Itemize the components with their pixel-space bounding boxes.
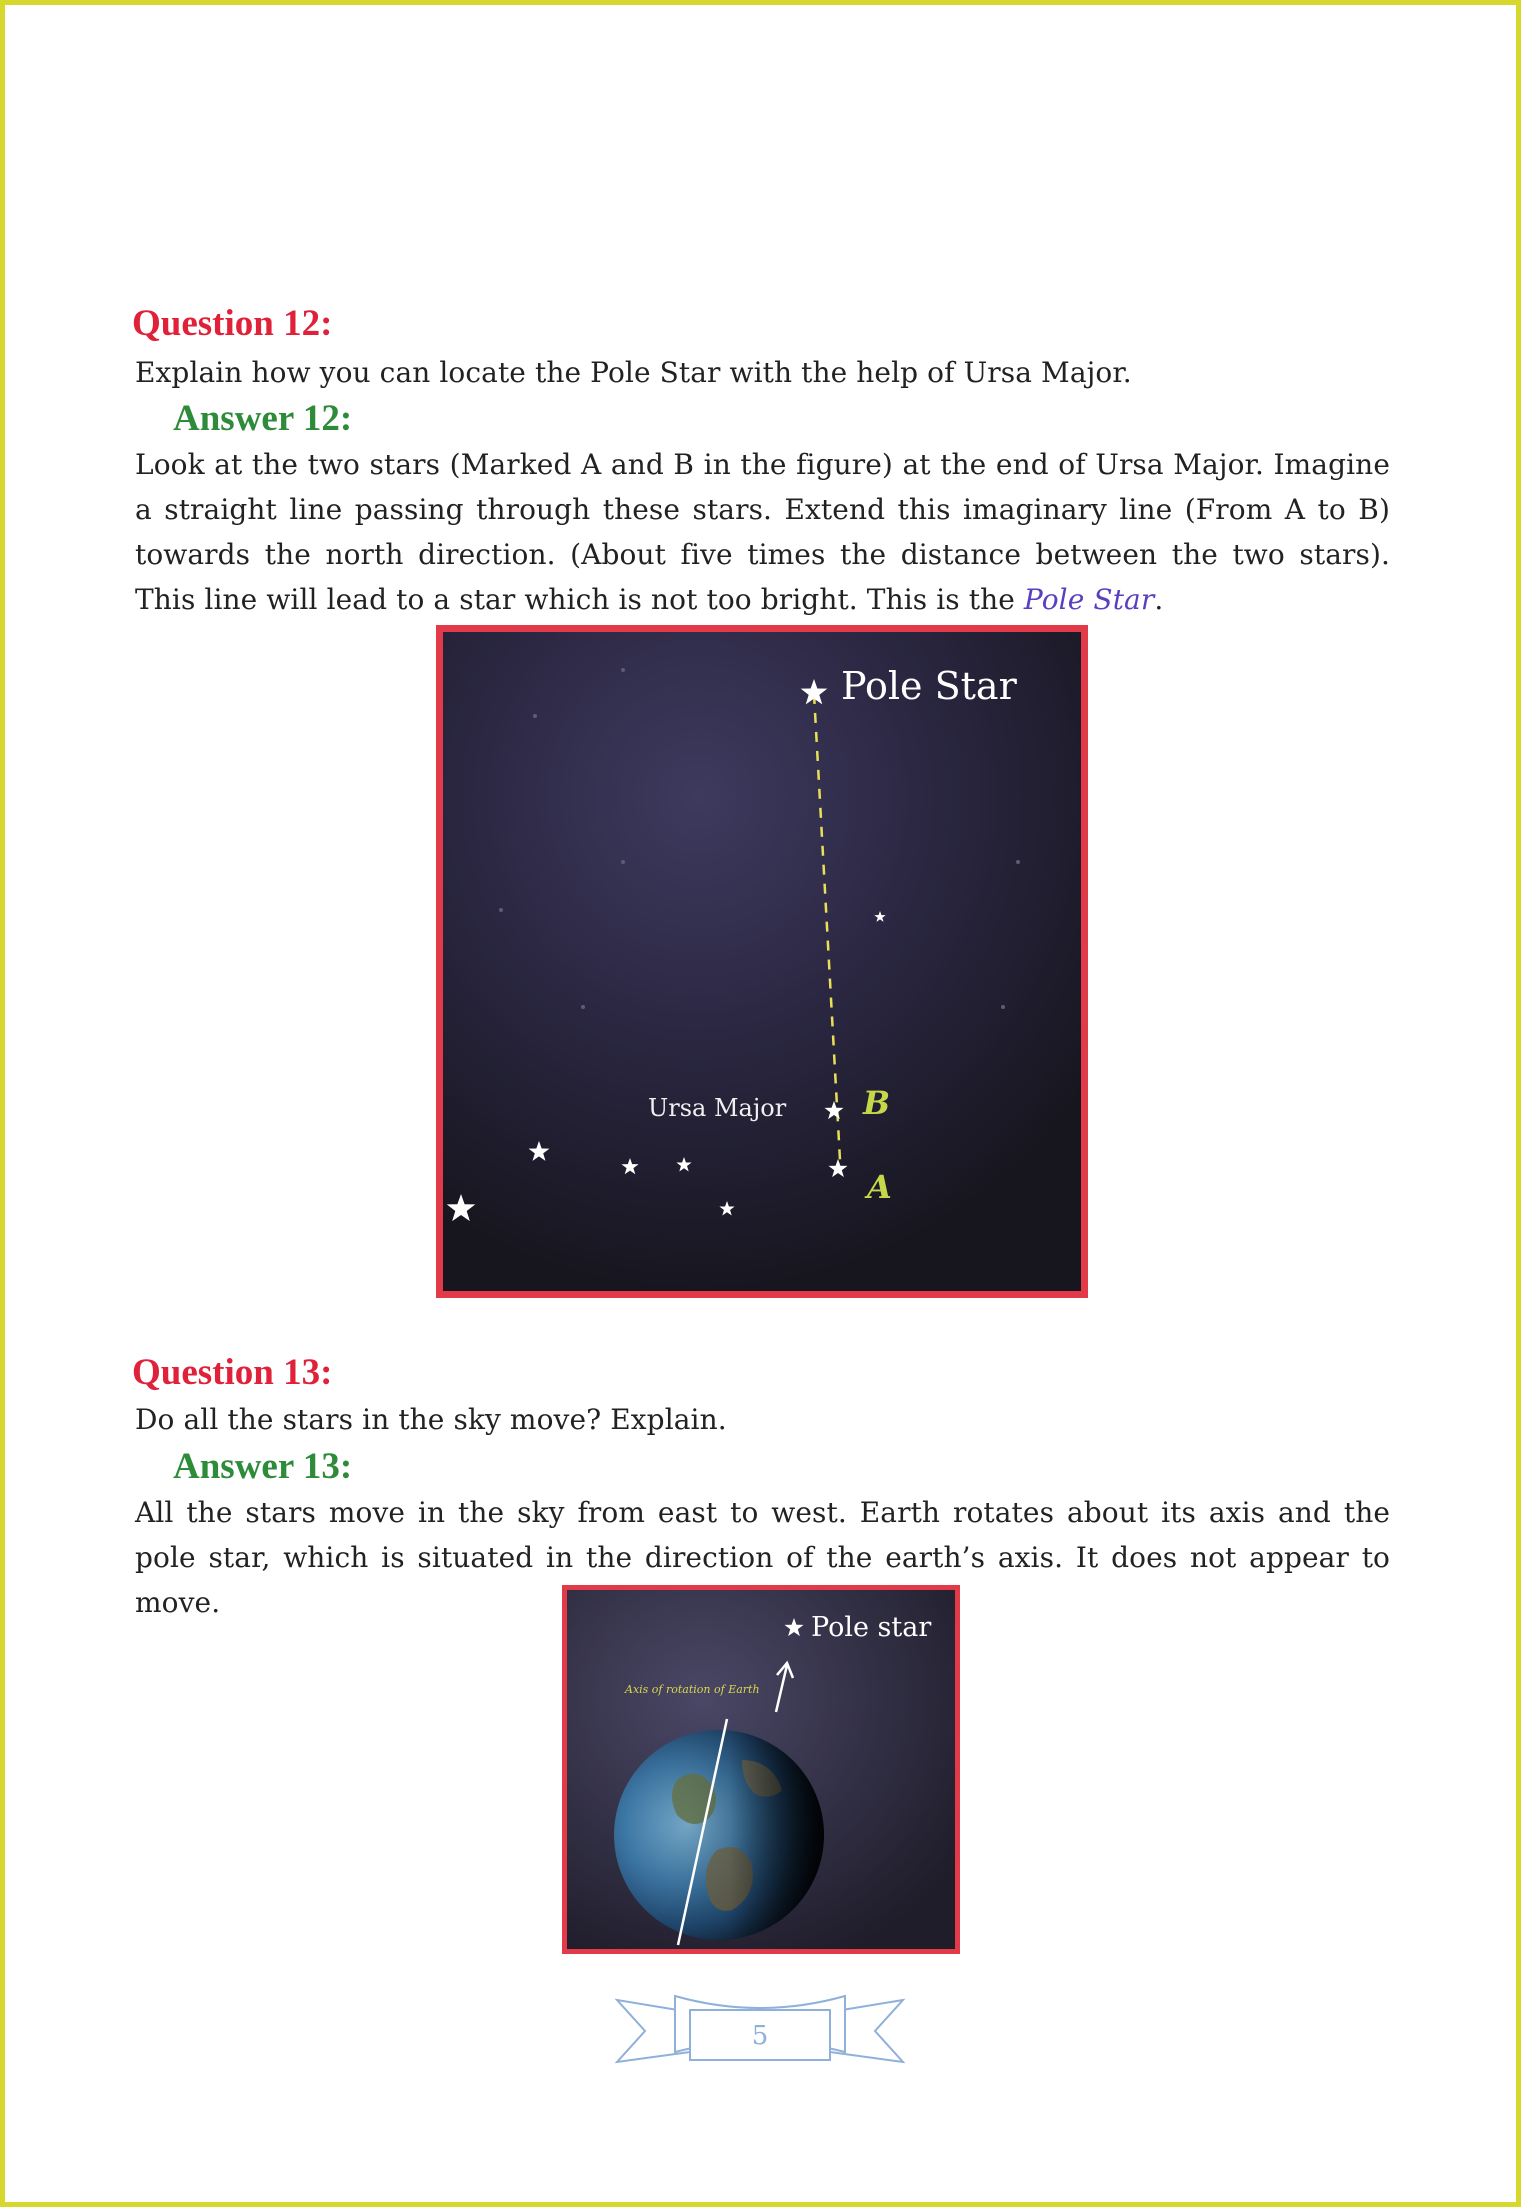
question-13-title: Question 13:	[132, 1352, 333, 1393]
night-sky-background	[443, 632, 1081, 1291]
ursa-major-diagram	[443, 632, 1081, 1291]
answer-12-body: Look at the two stars (Marked A and B in the figure) at the end of Ursa Major. Imagine a straight line passing through these stars. Extend this imaginary line (From A to B) towards the north direction. (About five times the distance between the two stars). This line will lead to a star which is not too bright. This is the	[135, 448, 1390, 616]
ursa-major-figure	[436, 625, 1088, 1298]
ursa-major-label: Ursa Major	[648, 1094, 787, 1122]
earth-axis-figure	[562, 1585, 960, 1954]
pole-star-label: Pole Star	[841, 664, 1017, 708]
question-12-text: Explain how you can locate the Pole Star with the help of Ursa Major.	[135, 356, 1132, 389]
question-13-text: Do all the stars in the sky move? Explain.	[135, 1403, 727, 1436]
pole-star-label: Pole star	[811, 1612, 932, 1643]
answer-12-text	[135, 442, 1390, 622]
axis-label: Axis of rotation of Earth	[625, 1683, 760, 1696]
page-number-ribbon	[615, 1990, 905, 2070]
question-12-title: Question 12:	[132, 303, 333, 344]
label-b: B	[863, 1084, 891, 1122]
pole-star-term: Pole Star	[1023, 583, 1155, 616]
answer-12-title: Answer 12:	[173, 398, 353, 439]
answer-12-end: .	[1154, 583, 1164, 616]
earth-axis-diagram	[567, 1590, 955, 1949]
answer-13-text: All the stars move in the sky from east to west. Earth rotates about its axis and the pole star, which is situated in the direction of the earth’s axis. It does not appear to move.	[135, 1496, 1390, 1619]
ribbon-graphic	[615, 1990, 905, 2070]
answer-13-title: Answer 13:	[173, 1446, 353, 1487]
page-number: 5	[751, 2021, 769, 2051]
label-a: A	[867, 1168, 892, 1206]
